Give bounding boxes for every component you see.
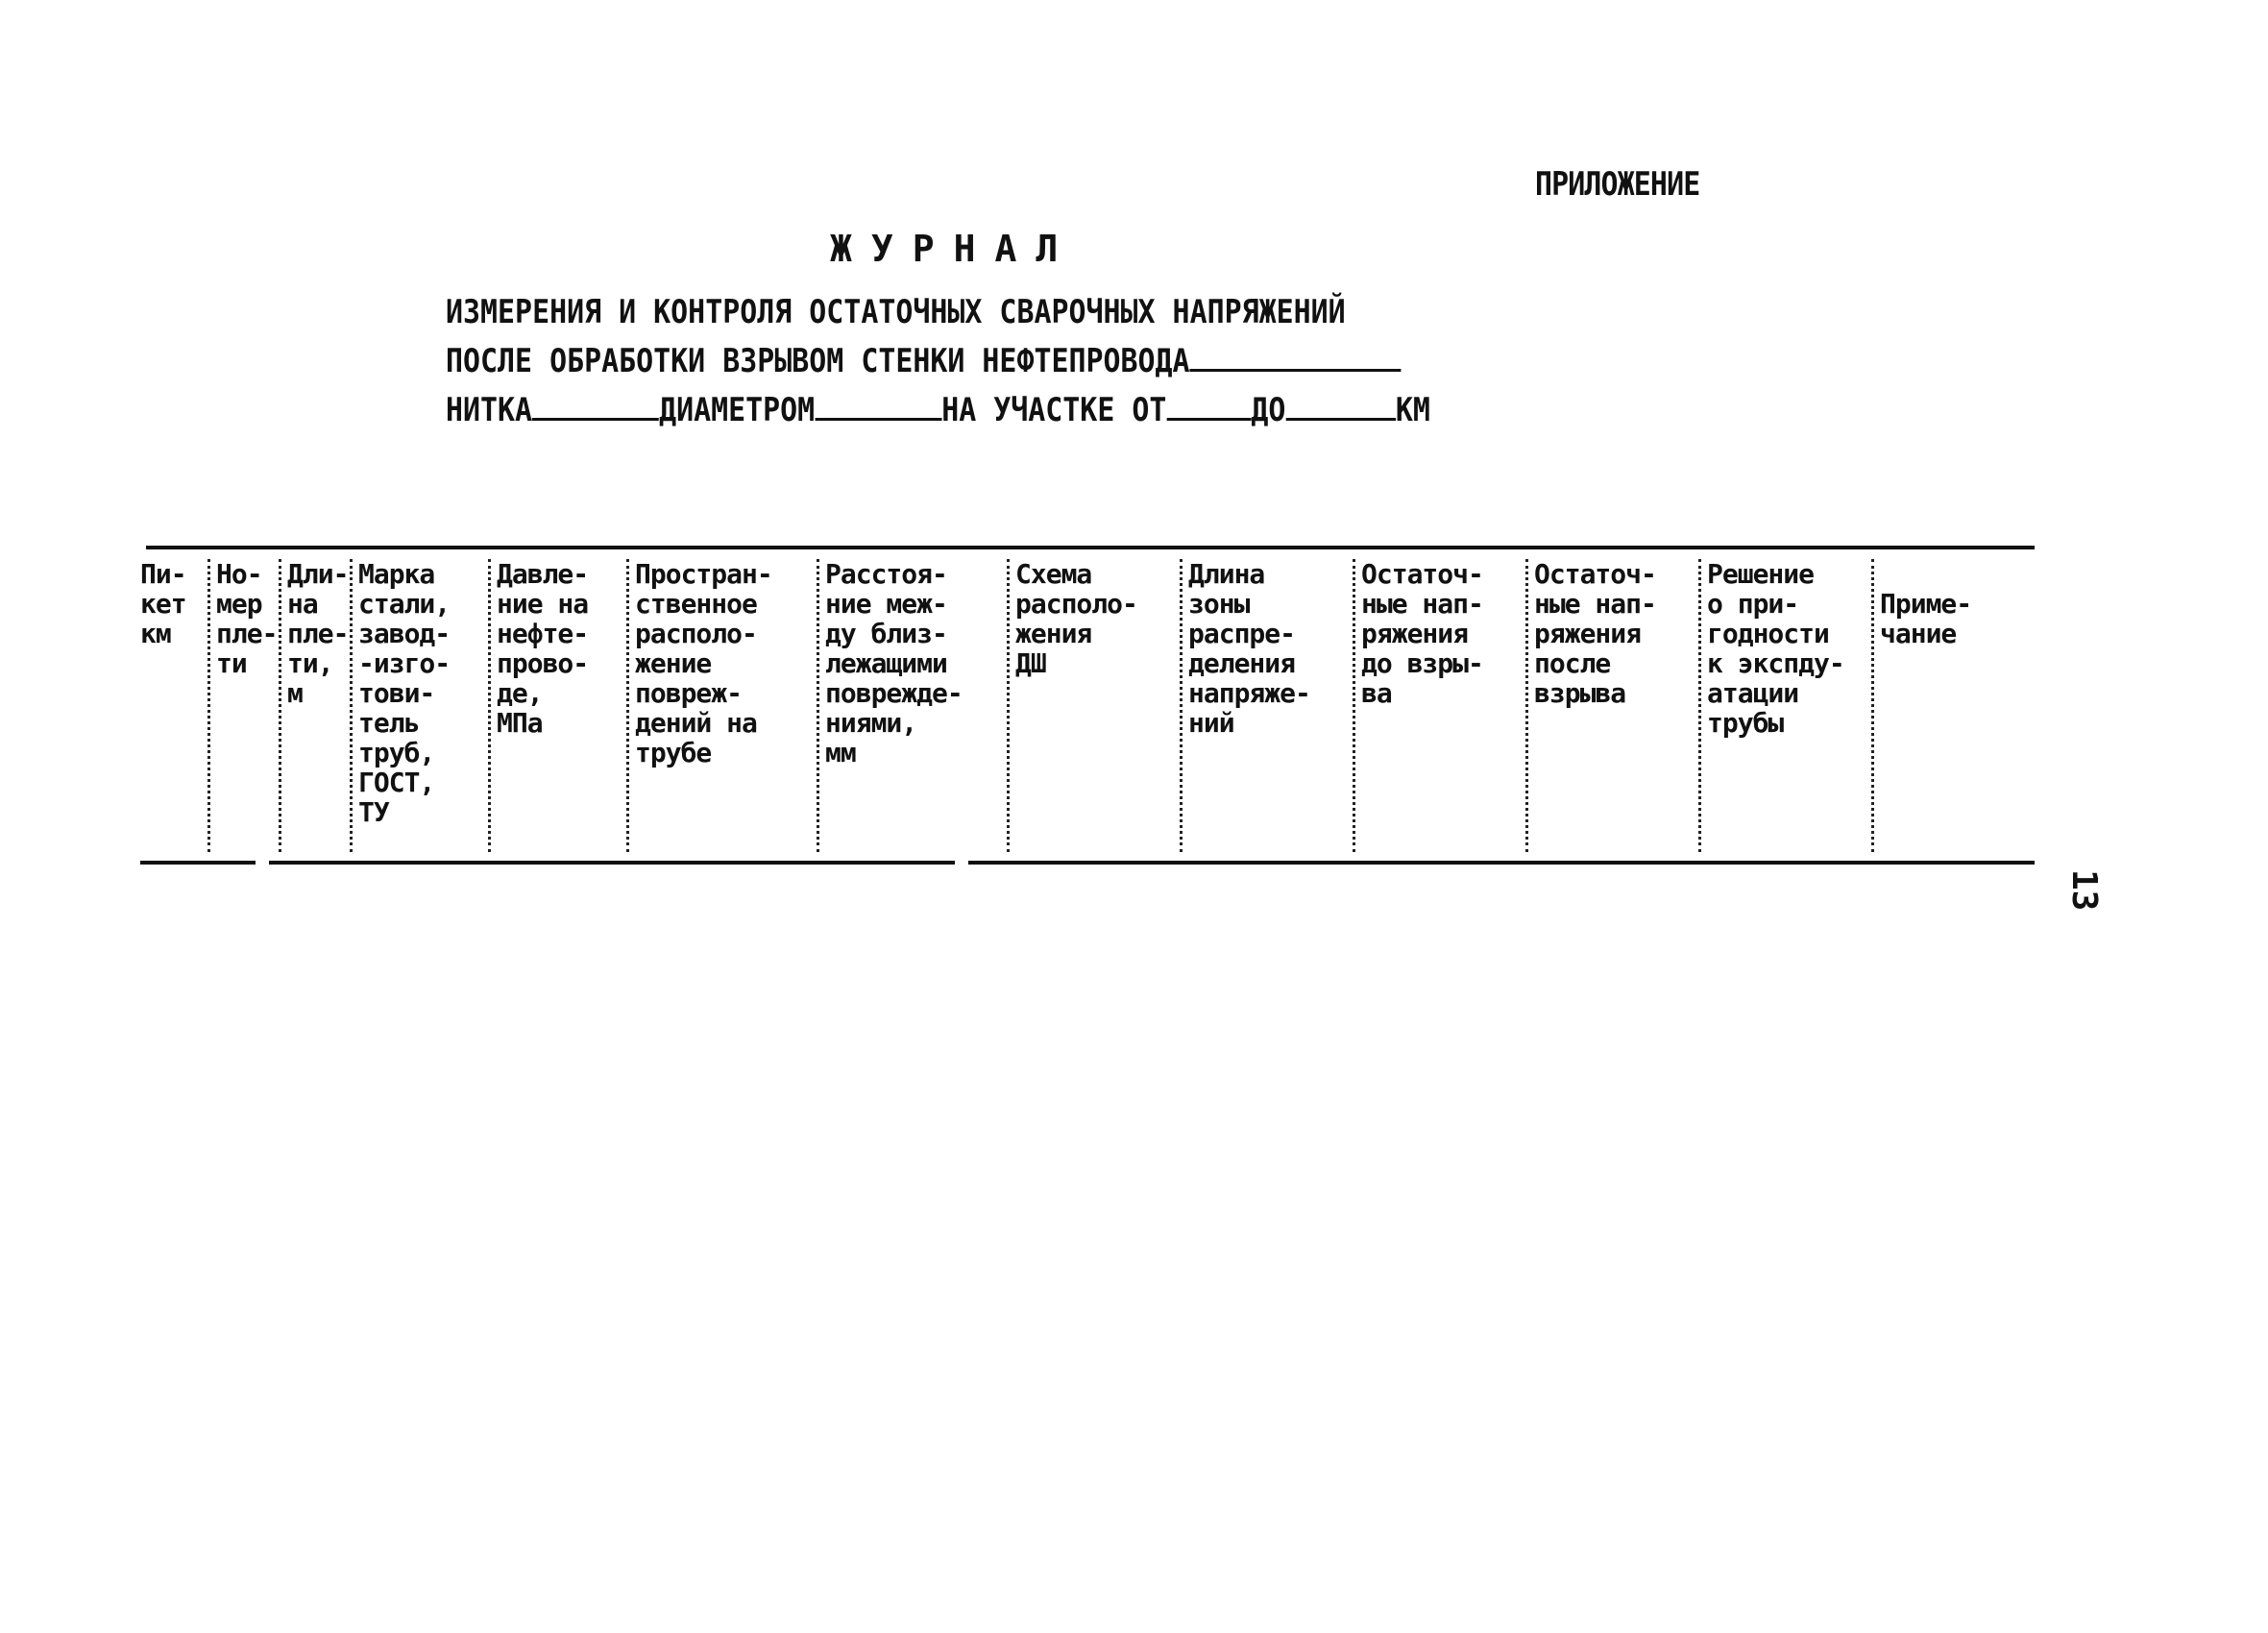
pipeline-blank (1190, 340, 1402, 372)
column-string-number (207, 559, 279, 852)
column-header-suitability: Решение о при- годности к экспду- атации трубы (1707, 558, 1844, 739)
diameter-label: ДИАМЕТРОМ (659, 391, 816, 429)
column-header-notes: Приме- чание (1880, 588, 1972, 649)
column-header-string-length: Дли- на пле- ти, м (287, 558, 349, 709)
from-blank (1166, 389, 1251, 421)
column-damage-location (626, 559, 817, 852)
column-header-zone-length: Длина зоны распре- деления напряже- ний (1188, 558, 1310, 739)
section-from-label: НА УЧАСТКЕ ОТ (941, 391, 1167, 429)
column-zone-length (1180, 559, 1353, 852)
table-bottom-rule-2 (269, 861, 955, 865)
km-label: КМ (1395, 391, 1430, 429)
column-pressure (488, 559, 626, 852)
column-steel-grade (350, 559, 488, 852)
thread-label: НИТКА (446, 391, 533, 429)
table-top-rule (146, 546, 2035, 549)
column-header-damage-distance: Расстоя- ние меж- ду близ- лежащими поврежде- ниями, мм (825, 558, 963, 768)
to-label: ДО (1251, 391, 1286, 429)
column-suitability (1698, 559, 1871, 852)
column-header-damage-location: Простран- ственное располо- жение повреж- дений на трубе (635, 558, 772, 768)
column-string-length (279, 559, 350, 852)
journal-table (140, 546, 2035, 872)
page-number: 13 (2064, 869, 2104, 912)
column-header-steel-grade: Марка стали, завод- -изго- тови- тель труб, ГОСТ, ТУ (358, 558, 451, 828)
table-bottom-rule-1 (140, 861, 256, 865)
column-charge-scheme (1007, 559, 1180, 852)
table-bottom-rule-3 (968, 861, 2035, 865)
column-header-stress-before: Остаточ- ные нап- ряжения до взры- ва (1361, 558, 1483, 709)
diameter-blank (815, 389, 941, 421)
appendix-label: ПРИЛОЖЕНИЕ (1535, 165, 1700, 204)
title-line-1: ИЗМЕРЕНИЯ И КОНТРОЛЯ ОСТАТОЧНЫХ СВАРОЧНЫХ НАПРЯЖЕНИЙ (446, 293, 1346, 331)
thread-blank (532, 389, 659, 421)
title-line-3 (446, 386, 1430, 435)
column-damage-distance (817, 559, 1007, 852)
column-stress-after (1525, 559, 1698, 852)
to-blank (1285, 389, 1395, 421)
column-header-pressure: Давле- ние на нефте- прово- де, МПа (497, 558, 589, 739)
column-stress-before (1353, 559, 1525, 852)
title-line-2-text: ПОСЛЕ ОБРАБОТКИ ВЗРЫВОМ СТЕНКИ НЕФТЕПРОВОДА (446, 342, 1190, 380)
column-header-picket: Пи- кет км (140, 558, 186, 649)
column-header-stress-after: Остаточ- ные нап- ряжения после взрыва (1534, 558, 1656, 709)
title-block (446, 288, 1430, 435)
column-notes (1871, 559, 2025, 852)
column-picket (140, 559, 207, 852)
title-line-2 (446, 337, 1430, 386)
journal-title: ЖУРНАЛ (830, 228, 1078, 270)
column-header-string-number: Но- мер пле- ти (216, 558, 278, 679)
column-header-charge-scheme: Схема располо- жения ДШ (1015, 558, 1137, 679)
